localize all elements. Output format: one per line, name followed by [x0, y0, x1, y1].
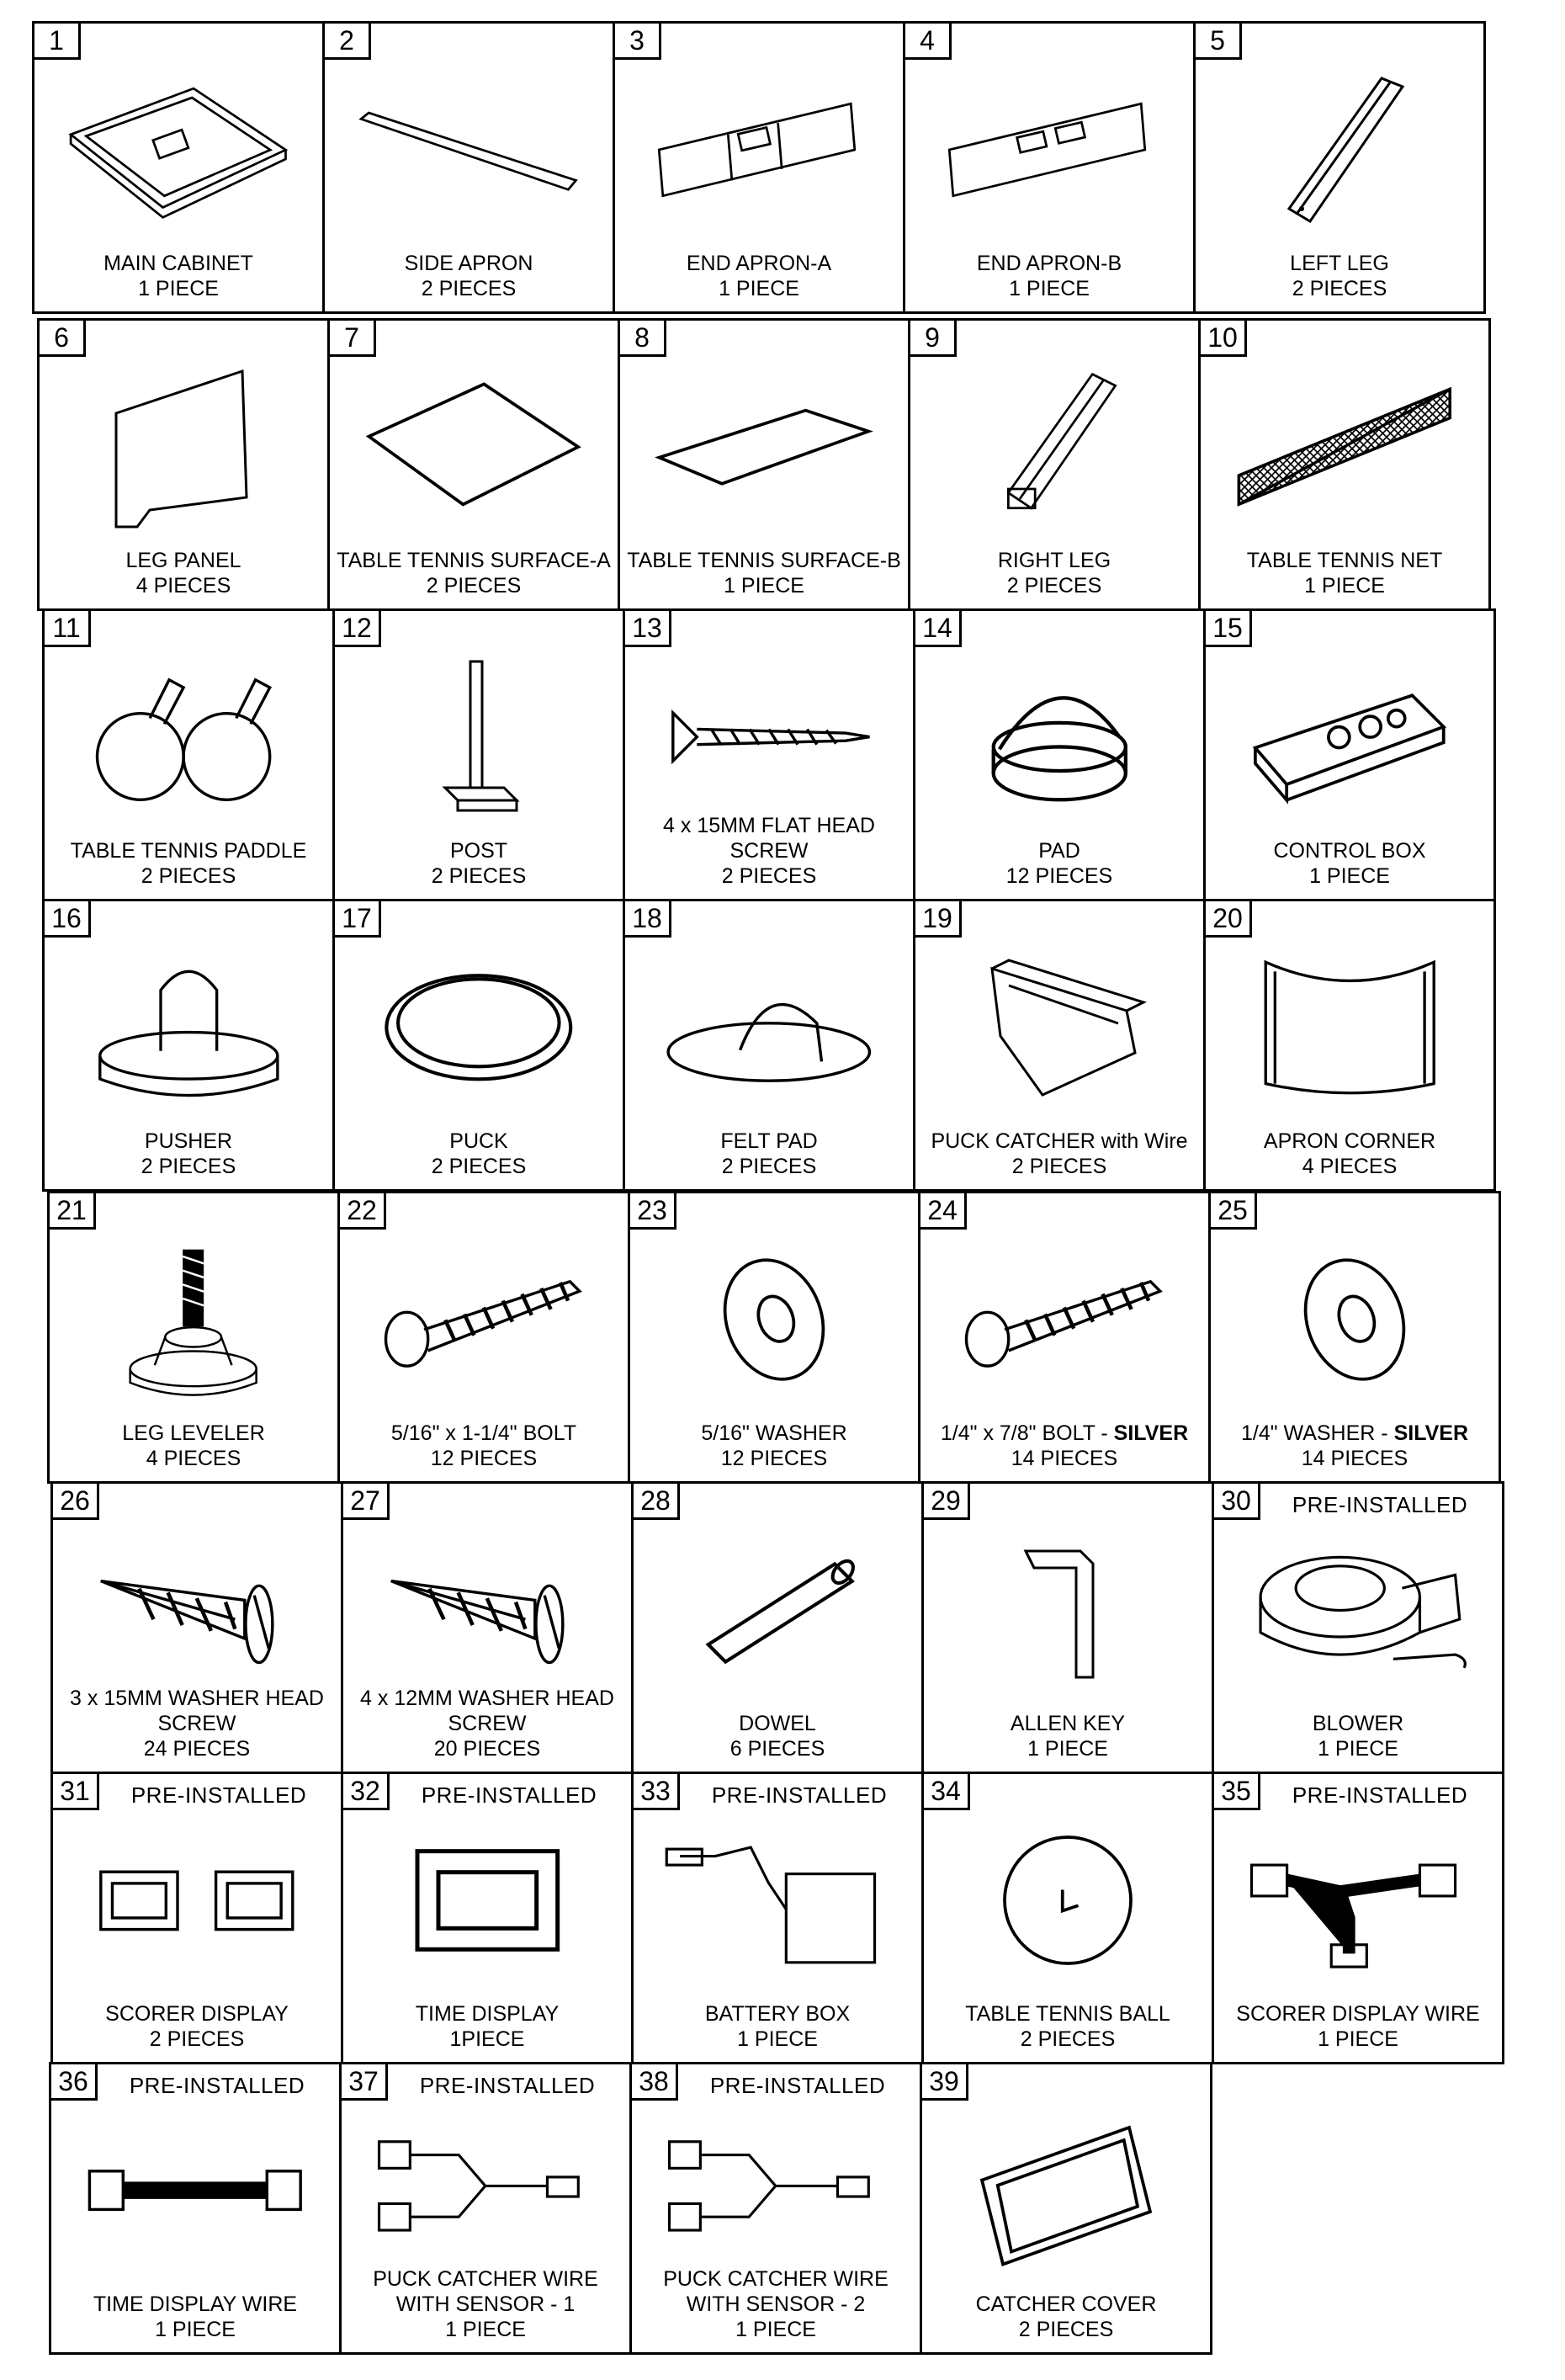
- part-number: 6: [37, 318, 86, 357]
- sensor-wire-icon: [632, 2106, 920, 2275]
- apron-corner-icon: [1206, 943, 1493, 1112]
- part-cell-33: [631, 1772, 924, 2064]
- part-number: 27: [341, 1481, 390, 1520]
- part-number: 22: [337, 1191, 386, 1230]
- part-cell-8: [618, 318, 910, 611]
- part-name: MAIN CABINET: [103, 252, 253, 275]
- pre-installed-label: PRE-INSTALLED: [709, 2073, 886, 2098]
- part-number: 29: [921, 1481, 970, 1520]
- part-quantity: 12 PIECES: [720, 1447, 828, 1470]
- part-number: 20: [1203, 899, 1252, 938]
- part-caption: [345, 2001, 629, 2052]
- part-caption: [922, 1421, 1207, 1471]
- part-number: 34: [921, 1772, 970, 1810]
- post-icon: [335, 653, 623, 821]
- puck-icon: [335, 943, 623, 1112]
- part-number: 16: [42, 899, 91, 938]
- part-quantity: 1 PIECE: [737, 2027, 818, 2051]
- surface-b-icon: [620, 363, 908, 531]
- part-caption: [926, 2001, 1210, 2052]
- part-quantity: 14 PIECES: [1011, 1447, 1118, 1470]
- pre-installed-label: PRE-INSTALLED: [419, 2073, 596, 2098]
- part-quantity: 4 PIECES: [1302, 1155, 1398, 1178]
- part-quantity: 2 PIECES: [1292, 277, 1387, 300]
- part-number: 15: [1203, 608, 1252, 647]
- part-quantity: 1 PIECE: [445, 2318, 526, 2341]
- part-name: PUCK: [449, 1129, 508, 1153]
- part-name: TABLE TENNIS PADDLE: [70, 839, 307, 863]
- washer-icon: [630, 1235, 918, 1404]
- blower-icon: [1214, 1526, 1502, 1694]
- part-quantity: 1 PIECE: [719, 277, 799, 300]
- part-caption: [46, 1129, 331, 1179]
- part-finish: SILVER: [1107, 1421, 1189, 1445]
- part-name: 4 x 12MM WASHER HEAD SCREW: [360, 1687, 614, 1735]
- part-cell-7: [327, 318, 620, 611]
- part-cell-20: [1203, 899, 1496, 1192]
- part-quantity: 2 PIECES: [1006, 574, 1102, 598]
- part-quantity: 1 PIECE: [1318, 2027, 1398, 2051]
- part-quantity: 24 PIECES: [143, 1737, 251, 1761]
- part-quantity: 2 PIECES: [431, 1155, 527, 1178]
- dowel-icon: [634, 1526, 921, 1694]
- part-cell-3: [613, 21, 905, 314]
- part-quantity: 14 PIECES: [1301, 1447, 1408, 1470]
- part-caption: [36, 251, 321, 301]
- part-cell-25: [1208, 1191, 1501, 1484]
- part-number: 5: [1193, 21, 1242, 60]
- part-number: 23: [628, 1191, 676, 1230]
- part-name: TABLE TENNIS NET: [1246, 549, 1443, 572]
- part-number: 7: [327, 318, 376, 357]
- part-quantity: 1 PIECE: [155, 2318, 236, 2341]
- part-quantity: 1 PIECE: [1304, 574, 1385, 598]
- part-caption: [1197, 251, 1482, 301]
- part-quantity: 12 PIECES: [1005, 864, 1113, 888]
- pre-installed-label: PRE-INSTALLED: [1292, 1492, 1468, 1517]
- part-caption: [1207, 1129, 1492, 1179]
- pre-installed-label: PRE-INSTALLED: [421, 1782, 597, 1808]
- pad-icon: [915, 653, 1203, 821]
- part-name: LEG PANEL: [125, 549, 241, 572]
- surface-a-icon: [330, 363, 618, 531]
- part-quantity: 2 PIECES: [426, 574, 522, 598]
- part-quantity: 1 PIECE: [724, 574, 804, 598]
- part-cell-6: [37, 318, 330, 611]
- part-cell-24: [918, 1191, 1211, 1484]
- part-number: 13: [623, 608, 671, 647]
- part-number: 17: [332, 899, 381, 938]
- time-wire-icon: [51, 2106, 339, 2275]
- part-quantity: 2 PIECES: [149, 2027, 245, 2051]
- part-quantity: 12 PIECES: [430, 1447, 538, 1470]
- part-number: 30: [1212, 1481, 1260, 1520]
- part-name: PUSHER: [144, 1129, 233, 1153]
- side-apron-icon: [325, 66, 613, 234]
- part-number: 33: [631, 1772, 680, 1810]
- part-caption: [1207, 838, 1492, 889]
- part-caption: [1216, 2001, 1500, 2052]
- part-cell-21: [47, 1191, 340, 1484]
- part-name: BLOWER: [1312, 1712, 1404, 1735]
- part-name: 3 x 15MM WASHER HEAD SCREW: [70, 1687, 324, 1735]
- part-quantity: 2 PIECES: [1018, 2318, 1114, 2341]
- part-cell-23: [628, 1191, 920, 1484]
- part-cell-13: [623, 608, 915, 901]
- part-number: 11: [42, 608, 91, 647]
- part-cell-27: [341, 1481, 634, 1774]
- part-name: DOWEL: [739, 1712, 816, 1735]
- pre-installed-label: PRE-INSTALLED: [1292, 1782, 1468, 1808]
- part-name: SIDE APRON: [404, 252, 533, 275]
- flat-screw-icon: [625, 653, 913, 821]
- bolt-icon: [920, 1235, 1208, 1404]
- pre-installed-label: PRE-INSTALLED: [129, 2073, 305, 2098]
- part-cell-38: [629, 2062, 922, 2355]
- part-finish: SILVER: [1387, 1421, 1469, 1445]
- part-quantity: 1 PIECE: [1009, 277, 1090, 300]
- part-name: SCORER DISPLAY: [105, 2002, 289, 2026]
- part-cell-36: [49, 2062, 342, 2355]
- part-cell-17: [332, 899, 625, 1192]
- part-quantity: 1 PIECE: [1309, 864, 1390, 888]
- part-name: END APRON-A: [686, 252, 832, 275]
- part-number: 31: [50, 1772, 99, 1810]
- pusher-icon: [45, 943, 332, 1112]
- part-name: 1/4" WASHER - SILVER: [1240, 1421, 1469, 1445]
- part-number: 3: [613, 21, 661, 60]
- part-quantity: 1 PIECE: [735, 2318, 816, 2341]
- part-cell-15: [1203, 608, 1496, 901]
- part-cell-39: [920, 2062, 1212, 2355]
- part-caption: [326, 251, 611, 301]
- part-number: 37: [339, 2062, 388, 2101]
- part-cell-19: [913, 899, 1206, 1192]
- part-number: 19: [913, 899, 962, 938]
- part-caption: [912, 548, 1196, 598]
- time-display-icon: [343, 1816, 631, 1984]
- felt-pad-icon: [625, 943, 913, 1112]
- part-number: 24: [918, 1191, 967, 1230]
- washer-icon: [1211, 1235, 1499, 1404]
- part-caption: [635, 2001, 920, 2052]
- part-caption: [622, 548, 906, 598]
- part-caption: [55, 1686, 339, 1761]
- part-name: TABLE TENNIS SURFACE-B: [627, 549, 901, 572]
- part-caption: [1216, 1711, 1500, 1761]
- part-number: 4: [903, 21, 952, 60]
- part-caption: [924, 2292, 1208, 2342]
- part-caption: [917, 838, 1202, 889]
- part-cell-5: [1193, 21, 1486, 314]
- part-quantity: 20 PIECES: [433, 1737, 541, 1761]
- part-number: 2: [322, 21, 371, 60]
- part-number: 25: [1208, 1191, 1257, 1230]
- part-number: 14: [913, 608, 962, 647]
- part-cell-11: [42, 608, 335, 901]
- end-apron-a-icon: [615, 66, 903, 234]
- pre-installed-label: PRE-INSTALLED: [130, 1782, 307, 1808]
- part-number: 8: [618, 318, 666, 357]
- part-caption: [917, 1129, 1202, 1179]
- part-cell-10: [1198, 318, 1491, 611]
- part-name: END APRON-B: [976, 252, 1122, 275]
- part-quantity: 4 PIECES: [135, 574, 231, 598]
- part-quantity: 2 PIECES: [721, 864, 817, 888]
- part-caption: [332, 548, 616, 598]
- right-leg-icon: [910, 363, 1198, 531]
- part-cell-12: [332, 608, 625, 901]
- part-quantity: 1PIECE: [449, 2027, 525, 2051]
- end-apron-b-icon: [905, 66, 1193, 234]
- part-number: 26: [50, 1481, 99, 1520]
- scorer-wire-icon: [1214, 1816, 1502, 1984]
- part-cell-35: [1212, 1772, 1504, 2064]
- puck-catcher-icon: [915, 943, 1203, 1112]
- part-number: 21: [47, 1191, 96, 1230]
- part-caption: [343, 2266, 628, 2342]
- part-quantity: 4 PIECES: [146, 1447, 241, 1470]
- part-name: 5/16" x 1-1/4" BOLT: [390, 1421, 577, 1445]
- part-quantity: 1 PIECE: [1318, 1737, 1398, 1761]
- part-caption: [617, 251, 901, 301]
- part-cell-9: [908, 318, 1201, 611]
- part-quantity: 1 PIECE: [1027, 1737, 1108, 1761]
- part-number: 9: [908, 318, 957, 357]
- part-name: APRON CORNER: [1263, 1129, 1436, 1153]
- part-caption: [41, 548, 326, 598]
- part-cell-34: [921, 1772, 1214, 2064]
- scorer-display-icon: [53, 1816, 341, 1984]
- part-quantity: 2 PIECES: [1011, 1155, 1107, 1178]
- part-name: TIME DISPLAY: [415, 2002, 560, 2026]
- part-quantity: 2 PIECES: [1020, 2027, 1116, 2051]
- part-cell-2: [322, 21, 615, 314]
- part-caption: [634, 2266, 918, 2342]
- part-cell-4: [903, 21, 1196, 314]
- left-leg-icon: [1196, 66, 1483, 234]
- part-quantity: 2 PIECES: [431, 864, 527, 888]
- part-name: BATTERY BOX: [704, 2002, 851, 2026]
- part-number: 38: [629, 2062, 678, 2101]
- part-cell-31: [50, 1772, 343, 2064]
- part-name: 1/4" x 7/8" BOLT - SILVER: [940, 1421, 1189, 1445]
- part-cell-28: [631, 1481, 924, 1774]
- part-name: ALLEN KEY: [1010, 1712, 1126, 1735]
- part-number: 36: [49, 2062, 98, 2101]
- part-name: RIGHT LEG: [997, 549, 1111, 572]
- part-name: PUCK CATCHER WIRE WITH SENSOR - 2: [663, 2267, 889, 2316]
- part-cell-37: [339, 2062, 632, 2355]
- leg-panel-icon: [40, 363, 327, 531]
- part-name: TABLE TENNIS SURFACE-A: [337, 549, 611, 572]
- net-icon: [1201, 363, 1488, 531]
- part-name: LEG LEVELER: [122, 1421, 265, 1445]
- part-caption: [51, 1421, 336, 1471]
- part-cell-16: [42, 899, 335, 1192]
- part-cell-22: [337, 1191, 630, 1484]
- part-number: 18: [623, 899, 671, 938]
- part-name: PAD: [1038, 839, 1080, 863]
- leg-leveler-icon: [50, 1235, 337, 1404]
- part-quantity: 6 PIECES: [729, 1737, 825, 1761]
- part-number: 28: [631, 1481, 680, 1520]
- part-quantity: 2 PIECES: [721, 1155, 817, 1178]
- part-caption: [345, 1686, 629, 1761]
- part-quantity: 2 PIECES: [141, 864, 236, 888]
- ball-icon: [924, 1816, 1212, 1984]
- part-caption: [632, 1421, 916, 1471]
- part-name: FELT PAD: [720, 1129, 818, 1153]
- control-box-icon: [1206, 653, 1493, 821]
- part-number: 32: [341, 1772, 390, 1810]
- part-cell-29: [921, 1481, 1214, 1774]
- part-name: TIME DISPLAY WIRE: [93, 2292, 298, 2316]
- part-cell-30: [1212, 1481, 1504, 1774]
- part-quantity: 2 PIECES: [421, 277, 517, 300]
- main-cabinet-icon: [34, 66, 322, 234]
- paddle-icon: [45, 653, 332, 821]
- washer-screw-icon: [53, 1526, 341, 1694]
- part-caption: [627, 1129, 911, 1179]
- part-name: SCORER DISPLAY WIRE: [1236, 2002, 1480, 2026]
- part-caption: [907, 251, 1191, 301]
- part-cell-32: [341, 1772, 634, 2064]
- part-number: 10: [1198, 318, 1247, 357]
- part-name: POST: [449, 839, 508, 863]
- bolt-icon: [340, 1235, 628, 1404]
- battery-box-icon: [634, 1816, 921, 1984]
- part-name: PUCK CATCHER WIRE WITH SENSOR - 1: [373, 2267, 598, 2316]
- allen-key-icon: [924, 1526, 1212, 1694]
- part-caption: [1212, 1421, 1497, 1471]
- part-name: LEFT LEG: [1290, 252, 1389, 275]
- part-quantity: 2 PIECES: [141, 1155, 236, 1178]
- part-number: 39: [920, 2062, 968, 2101]
- part-number: 1: [32, 21, 81, 60]
- part-caption: [342, 1421, 626, 1471]
- sensor-wire-icon: [342, 2106, 629, 2275]
- part-name: CONTROL BOX: [1273, 839, 1426, 863]
- part-caption: [53, 2292, 337, 2342]
- washer-screw-icon: [343, 1526, 631, 1694]
- part-quantity: 1 PIECE: [138, 277, 219, 300]
- part-caption: [337, 1129, 621, 1179]
- part-name: TABLE TENNIS BALL: [965, 2002, 1170, 2026]
- part-number: 12: [332, 608, 381, 647]
- part-name: 4 x 15MM FLAT HEAD SCREW: [663, 814, 875, 863]
- part-name: CATCHER COVER: [975, 2292, 1157, 2316]
- part-cell-26: [50, 1481, 343, 1774]
- part-caption: [337, 838, 621, 889]
- part-caption: [55, 2001, 339, 2052]
- part-name: PUCK CATCHER with Wire: [931, 1129, 1188, 1153]
- part-cell-18: [623, 899, 915, 1192]
- part-caption: [46, 838, 331, 889]
- part-caption: [1202, 548, 1487, 598]
- part-caption: [926, 1711, 1210, 1761]
- part-name: 5/16" WASHER: [701, 1421, 847, 1445]
- pre-installed-label: PRE-INSTALLED: [711, 1782, 888, 1808]
- part-caption: [635, 1711, 920, 1761]
- part-number: 35: [1212, 1772, 1260, 1810]
- part-cell-1: [32, 21, 325, 314]
- part-caption: [627, 813, 911, 889]
- catcher-cover-icon: [922, 2106, 1210, 2275]
- part-cell-14: [913, 608, 1206, 901]
